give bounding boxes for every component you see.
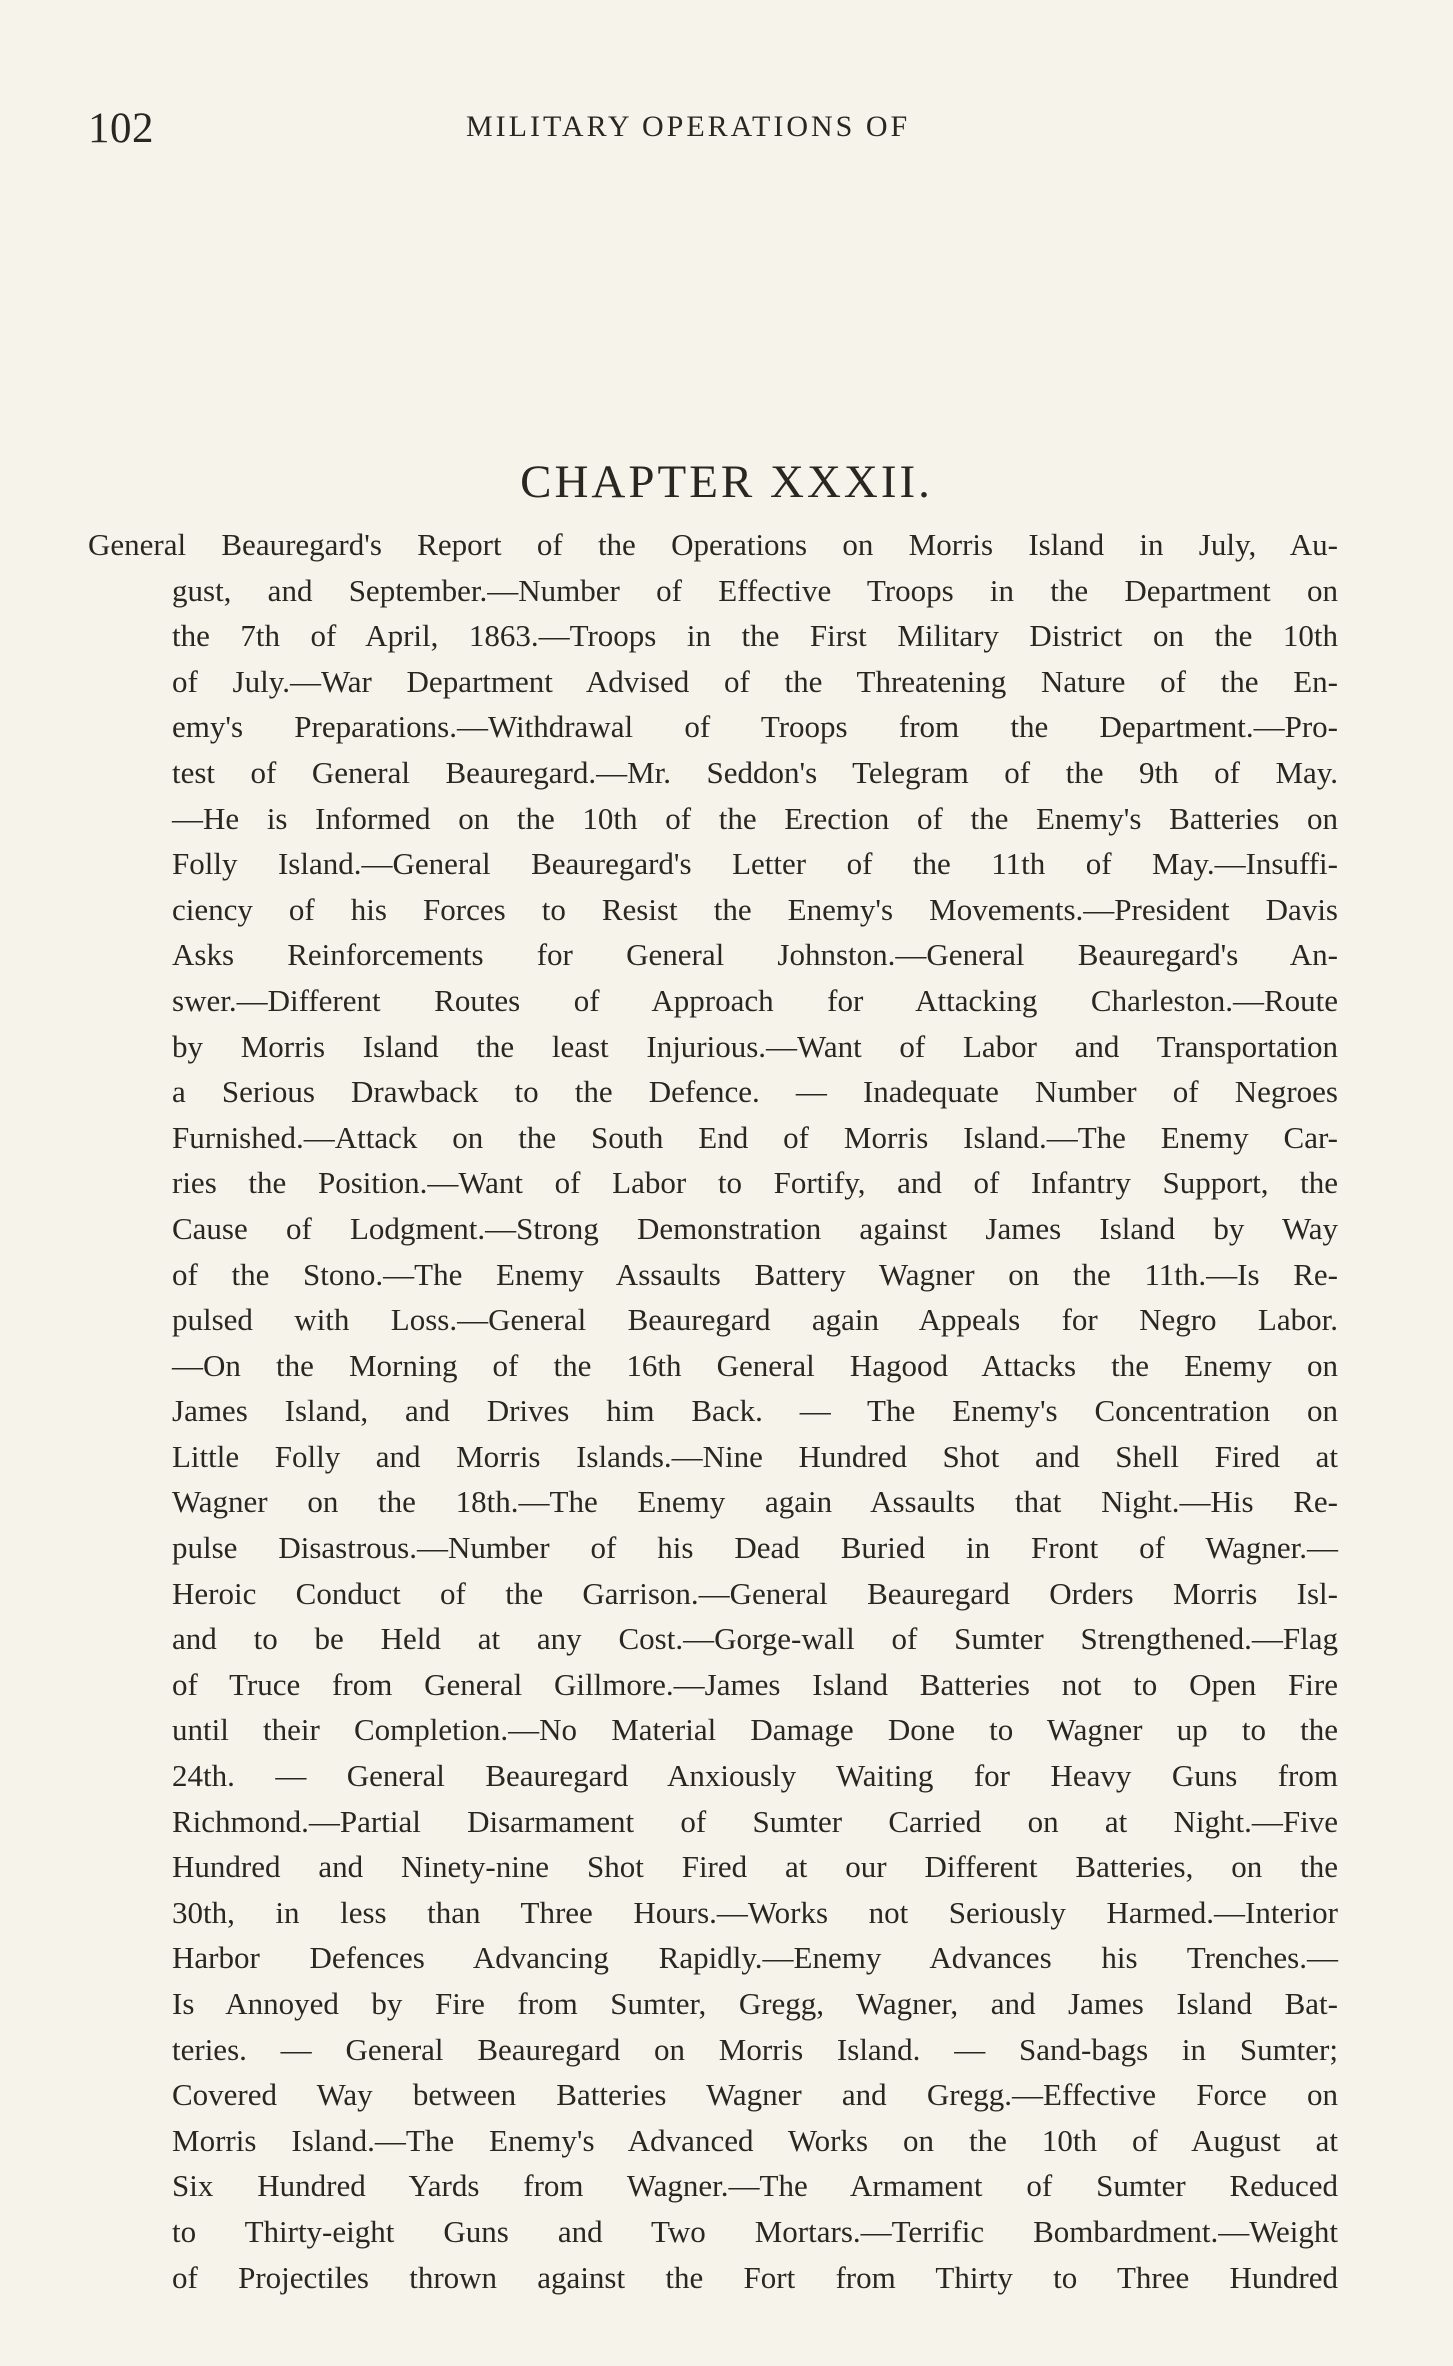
summary-line: Hundred and Ninety-nine Shot Fired at our Different Batteries, on the [172, 1849, 1338, 1885]
summary-line: of July.—War Department Advised of the Threatening Nature of the En- [172, 663, 1338, 699]
summary-line: Asks Reinforcements for General Johnston.—General Beauregard's An- [172, 937, 1338, 973]
summary-line: emy's Preparations.—Withdrawal of Troops from the Department.—Pro- [172, 709, 1338, 745]
summary-line: to Thirty-eight Guns and Two Mortars.—Terrific Bombardment.—Weight [172, 2213, 1338, 2249]
running-head [88, 104, 1338, 154]
page-number: 102 [88, 105, 154, 152]
summary-line: until their Completion.—No Material Damage Done to Wagner up to the [172, 1712, 1338, 1748]
summary-line: Morris Island.—The Enemy's Advanced Works on the 10th of August at [172, 2122, 1338, 2158]
summary-line: Is Annoyed by Fire from Sumter, Gregg, Wagner, and James Island Bat- [172, 1986, 1338, 2021]
summary-line: pulsed with Loss.—General Beauregard again Appeals for Negro Labor. [172, 1302, 1338, 1338]
summary-line: the 7th of April, 1863.—Troops in the First Military District on the 10th [172, 618, 1338, 654]
summary-line: Six Hundred Yards from Wagner.—The Armament of Sumter Reduced [172, 2168, 1338, 2204]
summary-line: gust, and September.—Number of Effective Troops in the Department on [172, 572, 1338, 608]
summary-line: Little Folly and Morris Islands.—Nine Hundred Shot and Shell Fired at [172, 1438, 1338, 1474]
summary-line: a Serious Drawback to the Defence. — Inadequate Number of Negroes [172, 1074, 1338, 1110]
summary-line: 30th, in less than Three Hours.—Works not Seriously Harmed.—Interior [172, 1894, 1338, 1930]
summary-line: and to be Held at any Cost.—Gorge-wall of Sumter Strengthened.—Flag [172, 1621, 1338, 1657]
summary-line: Furnished.—Attack on the South End of Morris Island.—The Enemy Car- [172, 1119, 1338, 1155]
summary-line: of the Stono.—The Enemy Assaults Battery Wagner on the 11th.—Is Re- [172, 1256, 1338, 1292]
summary-line: test of General Beauregard.—Mr. Seddon's Telegram of the 9th of May. [172, 754, 1338, 790]
summary-line: pulse Disastrous.—Number of his Dead Buried in Front of Wagner.— [172, 1530, 1338, 1566]
summary-line: teries. — General Beauregard on Morris Island. — Sand-bags in Sumter; [172, 2031, 1338, 2067]
summary-line: ciency of his Forces to Resist the Enemy's Movements.—President Davis [172, 891, 1338, 927]
summary-line: of Truce from General Gillmore.—James Island Batteries not to Open Fire [172, 1666, 1338, 1702]
summary-line: Wagner on the 18th.—The Enemy again Assaults that Night.—His Re- [172, 1484, 1338, 1520]
summary-line: swer.—Different Routes of Approach for Attacking Charleston.—Route [172, 982, 1338, 1018]
summary-line: Heroic Conduct of the Garrison.—General Beauregard Orders Morris Isl- [172, 1575, 1338, 1611]
summary-line: Covered Way between Batteries Wagner and Gregg.—Effective Force on [172, 2077, 1338, 2113]
chapter-summary [88, 522, 1338, 2300]
summary-line: of Projectiles thrown against the Fort from Thirty to Three Hundred [172, 2259, 1338, 2295]
summary-line: —He is Informed on the 10th of the Erection of the Enemy's Batteries on [172, 800, 1338, 836]
summary-line: ries the Position.—Want of Labor to Fortify, and of Infantry Support, the [172, 1165, 1338, 1201]
summary-line: —On the Morning of the 16th General Hagood Attacks the Enemy on [172, 1347, 1338, 1383]
summary-line: Cause of Lodgment.—Strong Demonstration against James Island by Way [172, 1210, 1338, 1246]
summary-line: by Morris Island the least Injurious.—Want of Labor and Transportation [172, 1028, 1338, 1064]
summary-line: Folly Island.—General Beauregard's Letter of the 11th of May.—Insuffi- [172, 846, 1338, 882]
summary-line: Richmond.—Partial Disarmament of Sumter Carried on at Night.—Five [172, 1803, 1338, 1839]
summary-line: 24th. — General Beauregard Anxiously Waiting for Heavy Guns from [172, 1758, 1338, 1794]
running-title: MILITARY OPERATIONS OF [466, 110, 911, 143]
summary-line: Harbor Defences Advancing Rapidly.—Enemy Advances his Trenches.— [172, 1940, 1338, 1976]
summary-line: General Beauregard's Report of the Operations on Morris Island in July, Au- [88, 527, 1338, 562]
chapter-heading: CHAPTER XXXII. [520, 456, 933, 508]
summary-line: James Island, and Drives him Back. — The Enemy's Concentration on [172, 1393, 1338, 1429]
